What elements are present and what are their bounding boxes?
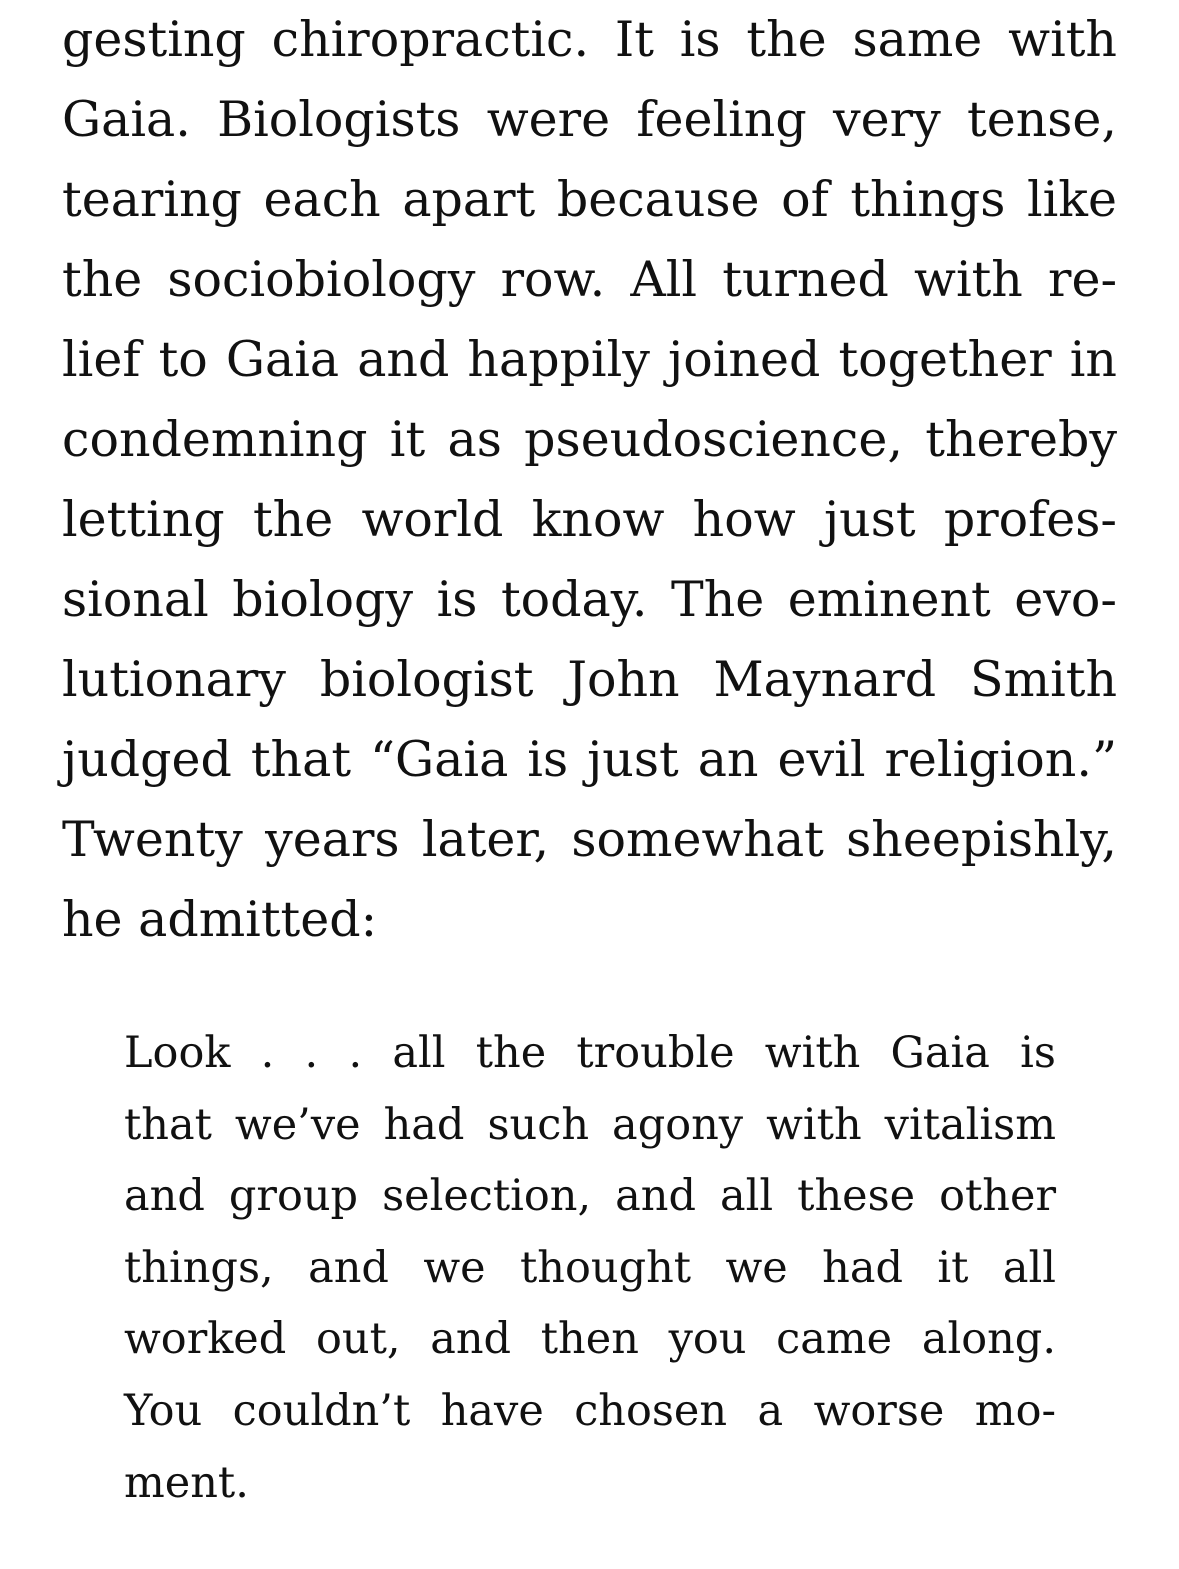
body-line: judged that “Gaia is just an evil religion.” bbox=[62, 731, 1117, 788]
quote-line: ment. bbox=[124, 1457, 249, 1508]
quote-line: and group selection, and all these other bbox=[124, 1171, 1056, 1222]
body-line: tearing each apart because of things like bbox=[62, 171, 1117, 228]
quote-line: worked out, and then you came along. bbox=[124, 1314, 1056, 1365]
body-line: lutionary biologist John Maynard Smith bbox=[62, 651, 1117, 708]
body-paragraph bbox=[62, 0, 1117, 960]
body-line: gesting chiropractic. It is the same with bbox=[62, 11, 1117, 68]
body-line: the sociobiology row. All turned with re- bbox=[62, 251, 1117, 308]
quote-line: You couldn’t have chosen a worse mo- bbox=[124, 1385, 1056, 1436]
body-line: he admitted: bbox=[62, 891, 378, 948]
body-line: letting the world know how just profes- bbox=[62, 491, 1117, 548]
body-line: Gaia. Biologists were feeling very tense, bbox=[62, 91, 1117, 148]
body-line: condemning it as pseudoscience, thereby bbox=[62, 411, 1117, 468]
quote-line: things, and we thought we had it all bbox=[124, 1242, 1056, 1293]
quote-line: that we’ve had such agony with vitalism bbox=[124, 1099, 1056, 1150]
body-line: sional biology is today. The eminent evo- bbox=[62, 571, 1117, 628]
quote-line: Look . . . all the trouble with Gaia is bbox=[124, 1028, 1056, 1078]
body-line: lief to Gaia and happily joined together in bbox=[62, 331, 1117, 388]
body-line: Twenty years later, somewhat sheepishly, bbox=[62, 811, 1117, 868]
block-quote bbox=[124, 1018, 1056, 1519]
